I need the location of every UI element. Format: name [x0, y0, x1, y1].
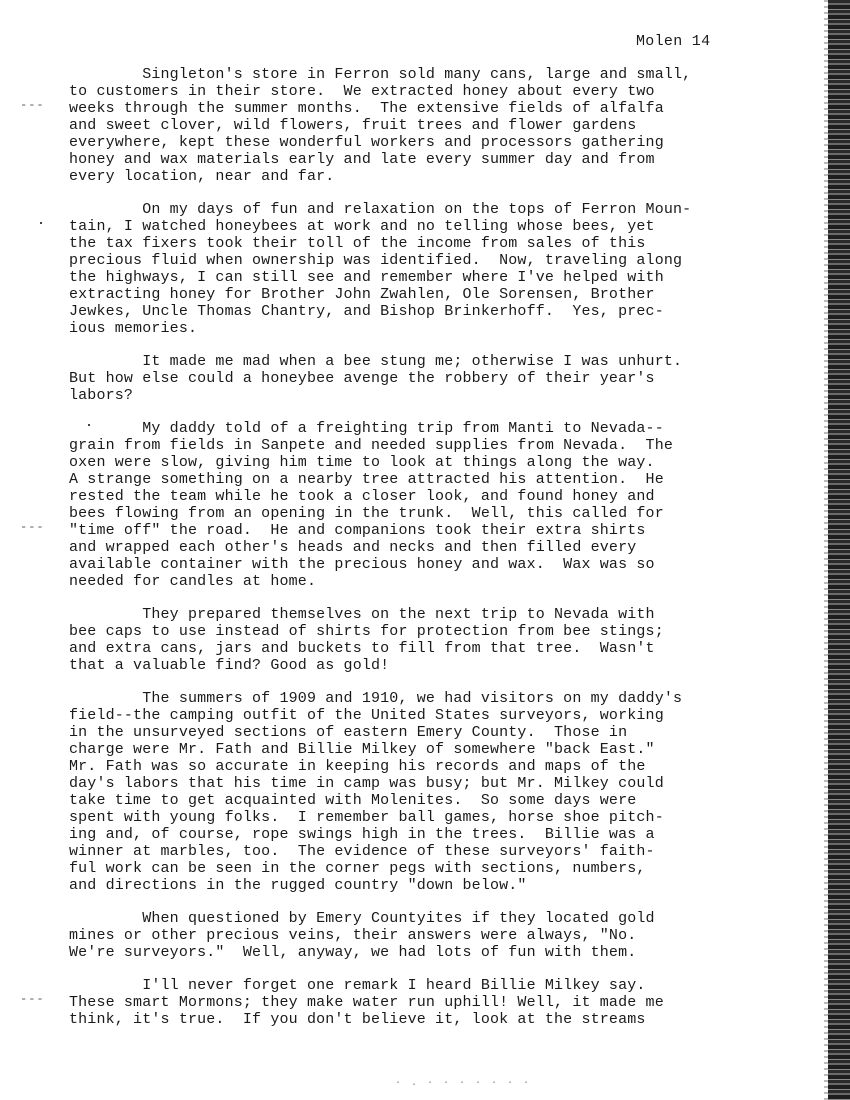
- text-line: grain from fields in Sanpete and needed supplies from Nevada. The: [69, 437, 673, 454]
- text-line: tain, I watched honeybees at work and no telling whose bees, yet: [69, 218, 655, 235]
- text-line: the highways, I can still see and remember where I've helped with: [69, 269, 664, 286]
- text-line: extracting honey for Brother John Zwahlen, Ole Sorensen, Brother: [69, 286, 655, 303]
- text-line: A strange something on a nearby tree attracted his attention. He: [69, 471, 664, 488]
- text-line: field--the camping outfit of the United States surveyors, working: [69, 707, 664, 724]
- text-line: honey and wax materials early and late every summer day and from: [69, 151, 655, 168]
- paragraph: [69, 201, 749, 337]
- text-line: On my days of fun and relaxation on the tops of Ferron Moun-: [69, 201, 692, 218]
- text-line: Jewkes, Uncle Thomas Chantry, and Bishop Brinkerhoff. Yes, prec-: [69, 303, 664, 320]
- margin-mark: ---: [20, 98, 45, 112]
- text-line: The summers of 1909 and 1910, we had visitors on my daddy's: [69, 690, 683, 707]
- text-line: spent with young folks. I remember ball games, horse shoe pitch-: [69, 809, 664, 826]
- scan-bottom-dots: · . · · · · · · ·: [395, 1078, 532, 1089]
- text-line: available container with the precious honey and wax. Wax was so: [69, 556, 655, 573]
- paragraph: [69, 420, 749, 590]
- text-line: mines or other precious veins, their answers were always, "No.: [69, 927, 637, 944]
- text-line: charge were Mr. Fath and Billie Milkey of somewhere "back East.": [69, 741, 655, 758]
- text-line: precious fluid when ownership was identified. Now, traveling along: [69, 252, 683, 269]
- text-line: labors?: [69, 387, 134, 404]
- text-line: They prepared themselves on the next trip to Nevada with: [69, 606, 655, 623]
- text-line: winner at marbles, too. The evidence of these surveyors' faith-: [69, 843, 655, 860]
- paragraph: [69, 66, 749, 185]
- text-line: take time to get acquainted with Molenites. So some days were: [69, 792, 637, 809]
- text-line: Singleton's store in Ferron sold many cans, large and small,: [69, 66, 692, 83]
- text-line: weeks through the summer months. The extensive fields of alfalfa: [69, 100, 664, 117]
- text-line: to customers in their store. We extracted honey about every two: [69, 83, 655, 100]
- margin-mark: ---: [20, 992, 45, 1006]
- text-line: and directions in the rugged country "down below.": [69, 877, 527, 894]
- paragraph: [69, 353, 749, 404]
- page-header: Molen 14: [636, 33, 711, 50]
- text-line: bees flowing from an opening in the trunk. Well, this called for: [69, 505, 664, 522]
- paragraph: [69, 910, 749, 961]
- text-line: When questioned by Emery Countyites if they located gold: [69, 910, 655, 927]
- text-line: everywhere, kept these wonderful workers and processors gathering: [69, 134, 664, 151]
- text-line: think, it's true. If you don't believe it, look at the streams: [69, 1011, 646, 1028]
- paragraph: [69, 606, 749, 674]
- text-line: ing and, of course, rope swings high in the trees. Billie was a: [69, 826, 655, 843]
- text-line: and extra cans, jars and buckets to fill from that tree. Wasn't: [69, 640, 655, 657]
- text-line: ful work can be seen in the corner pegs with sections, numbers,: [69, 860, 646, 877]
- text-line: ious memories.: [69, 320, 198, 337]
- margin-mark: ---: [20, 520, 45, 534]
- text-line: rested the team while he took a closer look, and found honey and: [69, 488, 655, 505]
- text-line: We're surveyors." Well, anyway, we had lots of fun with them.: [69, 944, 637, 961]
- text-line: that a valuable find? Good as gold!: [69, 657, 390, 674]
- text-line: bee caps to use instead of shirts for protection from bee stings;: [69, 623, 664, 640]
- text-line: My daddy told of a freighting trip from Manti to Nevada--: [69, 420, 664, 437]
- text-line: the tax fixers took their toll of the income from sales of this: [69, 235, 646, 252]
- text-line: day's labors that his time in camp was busy; but Mr. Milkey could: [69, 775, 664, 792]
- text-line: in the unsurveyed sections of eastern Emery County. Those in: [69, 724, 628, 741]
- text-line: These smart Mormons; they make water run uphill! Well, it made me: [69, 994, 664, 1011]
- text-line: "time off" the road. He and companions took their extra shirts: [69, 522, 646, 539]
- text-line: every location, near and far.: [69, 168, 335, 185]
- scan-speck: [40, 222, 42, 224]
- text-line: But how else could a honeybee avenge the robbery of their year's: [69, 370, 655, 387]
- text-line: Mr. Fath was so accurate in keeping his records and maps of the: [69, 758, 646, 775]
- text-line: and sweet clover, wild flowers, fruit trees and flower gardens: [69, 117, 637, 134]
- text-line: It made me mad when a bee stung me; otherwise I was unhurt.: [69, 353, 683, 370]
- paragraph: [69, 690, 749, 894]
- text-line: I'll never forget one remark I heard Billie Milkey say.: [69, 977, 646, 994]
- document-body: [69, 66, 749, 1044]
- scan-page-edge-highlight: [824, 0, 828, 1100]
- paragraph: [69, 977, 749, 1028]
- text-line: and wrapped each other's heads and necks and then filled every: [69, 539, 637, 556]
- text-line: needed for candles at home.: [69, 573, 317, 590]
- text-line: oxen were slow, giving him time to look at things along the way.: [69, 454, 655, 471]
